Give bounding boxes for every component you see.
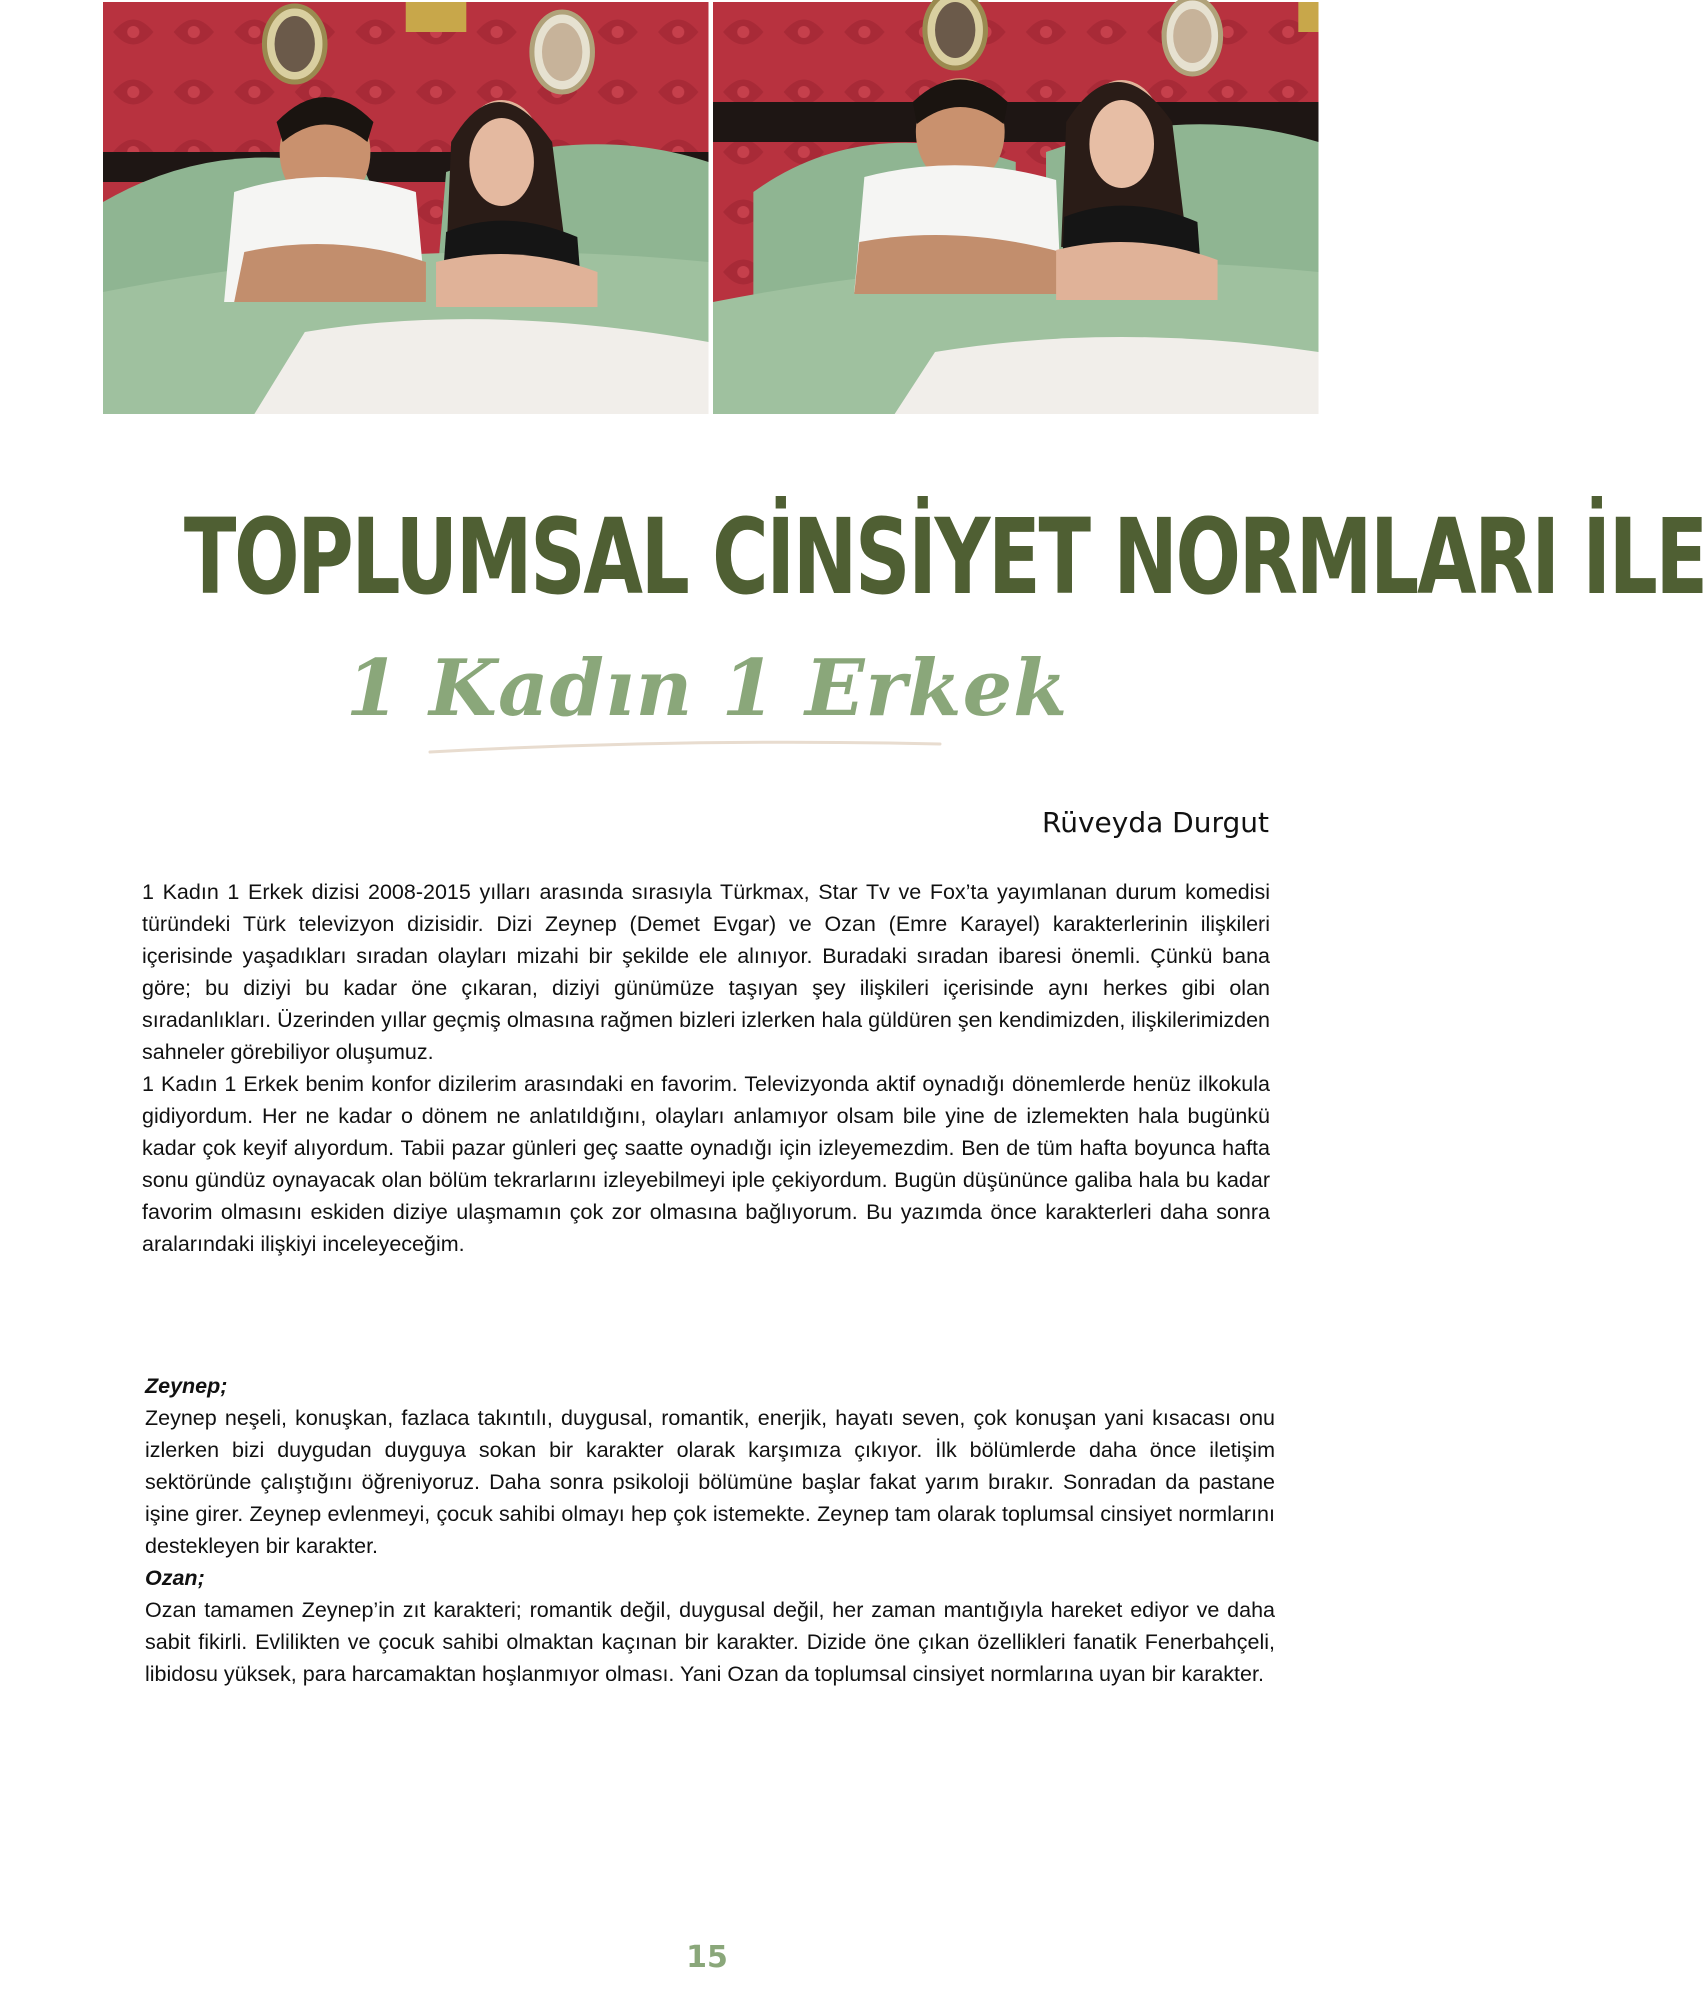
- intro-text: [142, 876, 1270, 1260]
- intro-paragraph-2: 1 Kadın 1 Erkek benim konfor dizilerim arasındaki en favorim. Televizyonda aktif oynadığı dönemlerde henüz ilkokula gidiyordum. Her ne kadar o dönem ne anlatıldığını, olayları anlamıyor olsam bile yine de izlemekten hala bugünkü kadar çok keyif alıyordum. Tabii pazar günleri geç saatte oynadığı için izleyemezdim. Ben de tüm hafta boyunca hafta sonu gündüz oynayacak olan bölüm tekrarlarını izleyebilmeyi iple çekiyordum. Bugün düşününce galiba hala bu kadar favorim olmasını eskiden diziye ulaşmamın çok zor olmasına bağlıyorum. Bu yazımda önce karakterleri daha sonra aralarındaki ilişkiyi inceleyeceğim.: [142, 1072, 1270, 1256]
- author-name: Rüveyda Durgut: [1042, 806, 1269, 839]
- right-photo: [713, 2, 1319, 414]
- intro-paragraph-1: 1 Kadın 1 Erkek dizisi 2008-2015 yılları arasında sırasıyla Türkmax, Star Tv ve Fox’ta yayımlanan durum komedisi türündeki Türk televizyon dizisidir. Dizi Zeynep (Demet Evgar) ve Ozan (Emre Karayel) karakterlerinin ilişkileri içerisinde yaşadıkları sıradan olayları mizahi bir şekilde ele alınıyor. Buradaki sıradan ibaresi önemli. Çünkü bana göre; bu diziyi bu kadar öne çıkaran, diziyi günümüze taşıyan şey ilişkileri içerisinde aynı herkes gibi olan sıradanlıkları. Üzerinden yıllar geçmiş olmasına rağmen bizleri izlerken hala güldüren şen kendimizden, ilişkilerimizden sahneler görebiliyor oluşumuz.: [142, 880, 1270, 1064]
- character-text-ozan: Ozan tamamen Zeynep’in zıt karakteri; romantik değil, duygusal değil, her zaman mantığıyla hareket ediyor ve daha sabit fikirli. Evlilikten ve çocuk sahibi olmaktan kaçınan bir karakter. Dizide öne çıkan özellikleri fanatik Fenerbahçeli, libidosu yüksek, para harcamaktan hoşlanmıyor olması. Yani Ozan da toplumsal cinsiyet normlarına uyan bir karakter.: [145, 1598, 1275, 1686]
- subtitle-underline: [425, 730, 945, 760]
- header-photos: [103, 2, 1318, 414]
- couple-in-bed-photo-icon: [103, 2, 709, 414]
- character-descriptions: [145, 1370, 1275, 1690]
- character-name-ozan: Ozan;: [145, 1566, 205, 1590]
- character-name-zeynep: Zeynep;: [145, 1374, 228, 1398]
- character-text-zeynep: Zeynep neşeli, konuşkan, fazlaca takıntılı, duygusal, romantik, enerjik, hayatı seven, çok konuşan yani kısacası onu izlerken bizi duygudan duyguya sokan bir karakter olarak karşımıza çıkıyor. İlk bölümlerde daha önce iletişim sektöründe çalıştığını öğreniyoruz. Daha sonra psikoloji bölümüne başlar fakat yarım bırakır. Sonradan da pastane işine girer. Zeynep evlenmeyi, çocuk sahibi olmayı hep çok istemekte. Zeynep tam olarak toplumsal cinsiyet normlarını destekleyen bir karakter.: [145, 1406, 1275, 1558]
- left-photo: [103, 2, 709, 414]
- page-title: TOPLUMSAL CİNSİYET NORMLARI İLE: [183, 496, 1706, 618]
- page-number: 15: [686, 1940, 728, 1975]
- page-subtitle: 1 Kadın 1 Erkek: [345, 643, 1069, 734]
- couple-in-bed-smiling-photo-icon: [713, 2, 1319, 414]
